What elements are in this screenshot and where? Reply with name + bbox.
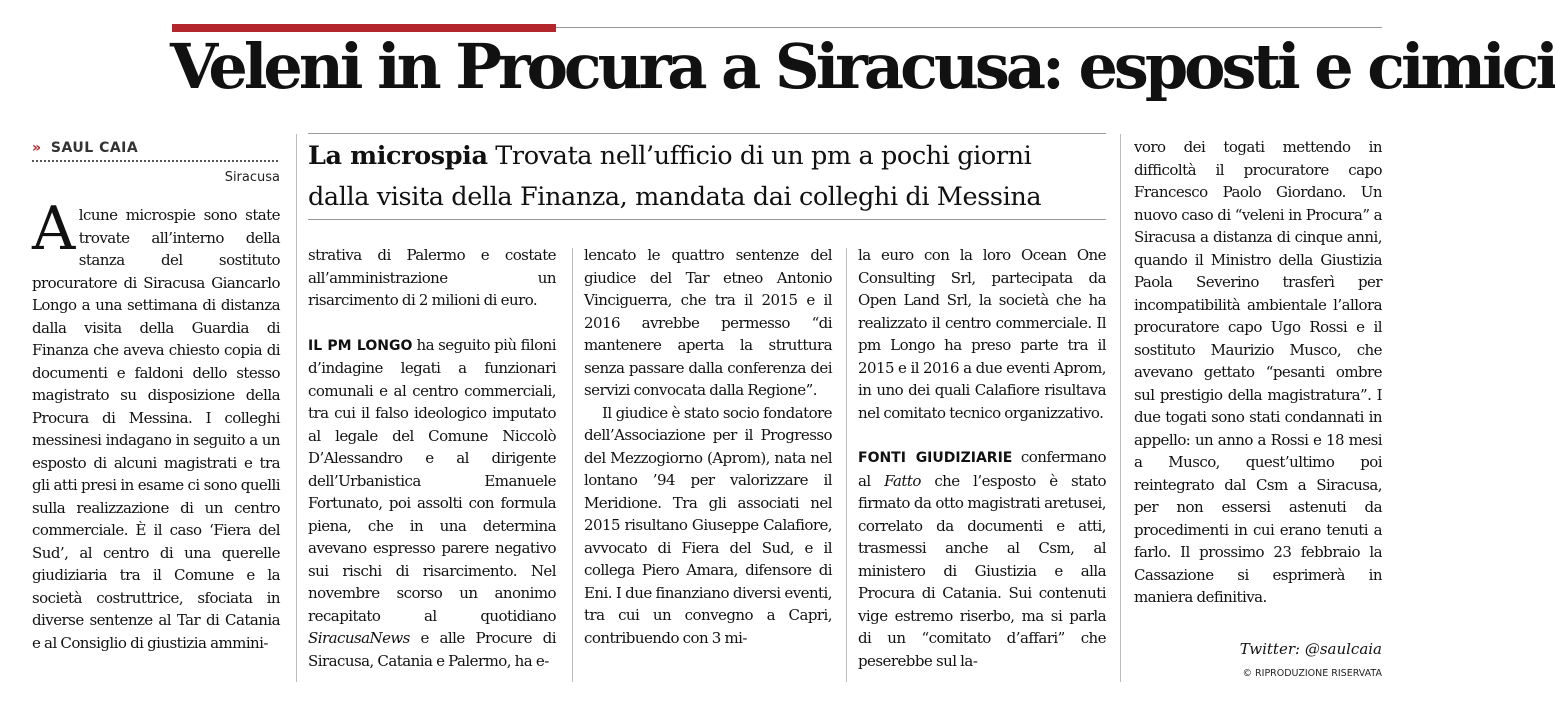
article-column-2 bbox=[308, 244, 556, 672]
byline bbox=[32, 140, 280, 156]
byline-author: SAUL CAIA bbox=[50, 140, 139, 156]
headline-rule bbox=[556, 27, 1382, 28]
column-rule-1 bbox=[296, 134, 297, 682]
article-italic-text: SiracusaNews bbox=[308, 629, 410, 647]
dropcap: A bbox=[32, 194, 75, 264]
article-column-1 bbox=[32, 194, 280, 654]
article-paragraph: lencato le quattro sentenze del giudice del Tar etneo Antonio Vinciguerra, che tra il 2015 e il 2016 avrebbe permesso “di mantenere aperta la struttura senza passare dalla conferenza dei servizi convocata dalla Regione”. bbox=[584, 246, 832, 399]
subhead-line-2: dalla visita della Finanza, mandata dai colleghi di Messina bbox=[308, 182, 1042, 212]
article-column-3 bbox=[584, 244, 832, 649]
article-column-5 bbox=[1134, 136, 1382, 609]
article-paragraph: la euro con la loro Ocean One Consulting Srl, partecipata da Open Land Srl, la società che ha realizzato il centro commerciale. Il pm Longo ha preso parte tra il 2015 e il 2016 a due eventi Aprom, in uno dei quali Calafiore risultava nel comitato tecnico organizzativo. bbox=[858, 246, 1106, 422]
headline: Veleni in Procura a Siracusa: esposti e cimici bbox=[170, 30, 1555, 103]
article-text: e alle Procure di Siracusa, Catania e Palermo, ha e- bbox=[308, 629, 556, 670]
article-paragraph: voro dei togati mettendo in difficoltà il procuratore capo Francesco Paolo Giordano. Un nuovo caso di “veleni in Procura” a Siracusa a distanza di cinque anni, quando il Ministro della Giustizia Paola Severino trasferì per incompatibilità ambientale l’allora procuratore capo Ugo Rossi e il sostituto Maurizio Musco, che avevano gettato “pesanti ombre sul prestigio della magistratura”. I due togati sono stati condannati in appello: un anno a Rossi e 18 mesi a Musco, quest’ultimo poi reintegrato dal Csm a Siracusa, per non essersi astenuti da procedimenti in cui erano tenuti a farlo. Il prossimo 23 febbraio la Cassazione si esprimerà in maniera definitiva. bbox=[1134, 138, 1382, 606]
article-paragraph bbox=[308, 334, 556, 673]
subhead-text-1: Trovata nell’ufficio di un pm a pochi giorni bbox=[495, 141, 1032, 171]
article-text: ha seguito più filoni d’indagine legati a funzionari comunali e al centro commerciali, tra cui il falso ideologico imputato al legale del Comune Niccolò D’Alessandro e al dirigente dell’Urbanistica Emanuele Fortunato, poi assolti con formula piena, che in una determina avevano espresso parere negativo sui rischi di risarcimento. Nel novembre scorso un anonimo recapitato al quotidiano bbox=[308, 335, 556, 625]
subhead-kicker: La microspia bbox=[308, 141, 488, 171]
subhead bbox=[308, 136, 1108, 218]
author-twitter: Twitter: @saulcaia bbox=[1239, 640, 1382, 658]
column-rule-2 bbox=[572, 248, 573, 682]
copyright-notice: © RIPRODUZIONE RISERVATA bbox=[1242, 668, 1382, 679]
article-text: confermano al bbox=[858, 448, 1106, 490]
article-paragraph bbox=[32, 194, 280, 654]
article-italic-text: Fatto bbox=[884, 471, 921, 490]
subhead-bottom-rule bbox=[308, 219, 1106, 220]
subhead-line-1 bbox=[308, 136, 1108, 177]
article-text: che l’esposto è stato firmato da otto magistrati aretusei, correlato da documenti e atti, trasmessi anche al Csm, al ministero di Giustizia e alla Procura di Catania. Sui contenuti vige estremo riserbo, ma si parla di un “comitato d’affari” che peserebbe sul la- bbox=[858, 471, 1107, 670]
column-rule-3 bbox=[846, 248, 847, 682]
byline-arrow: » bbox=[32, 140, 42, 156]
article-text: lcune microspie sono state trovate all’interno della stanza del sostituto procuratore di Siracusa Giancarlo Longo a una settimana di distanza dalla visita della Guardia di Finanza che aveva chiesto copia di documenti e faldoni dello stesso magistrato su disposizione della Procura di Messina. I colleghi messinesi indagano in seguito a un esposto di alcuni magistrati e tra gli atti presi in esame ci sono quelli sulla realizzazione di un centro commerciale. È il caso ‘Fiera del Sud’, al centro di una querelle giudiziaria tra il Comune e la società costruttrice, sfociata in diverse sentenze al Tar di Catania e al Consiglio di giustizia ammini- bbox=[32, 206, 280, 652]
paragraph-lead-in: IL PM LONGO bbox=[308, 337, 413, 354]
column-rule-4 bbox=[1120, 134, 1121, 682]
article-paragraph bbox=[858, 446, 1106, 672]
paragraph-lead-in: FONTI GIUDIZIARIE bbox=[858, 450, 1013, 466]
byline-dotted-rule bbox=[32, 160, 278, 162]
article-paragraph: Il giudice è stato socio fondatore dell’Associazione per il Progresso del Mezzogiorno (Aprom), nata nel lontano ’94 per valorizzare il Meridione. Tra gli associati nel 2015 risultano Giuseppe Calafiore, avvocato di Fiera del Sud, e il collega Piero Amara, difensore di Eni. I due finanziano diversi eventi, tra cui un convegno a Capri, contribuendo con 3 mi- bbox=[584, 403, 832, 647]
article-paragraph: strativa di Palermo e costate all’amministrazione un risarcimento di 2 milioni di euro. bbox=[308, 246, 556, 309]
byline-location: Siracusa bbox=[224, 170, 280, 185]
article-column-4 bbox=[858, 244, 1106, 672]
subhead-top-rule bbox=[308, 133, 1106, 134]
